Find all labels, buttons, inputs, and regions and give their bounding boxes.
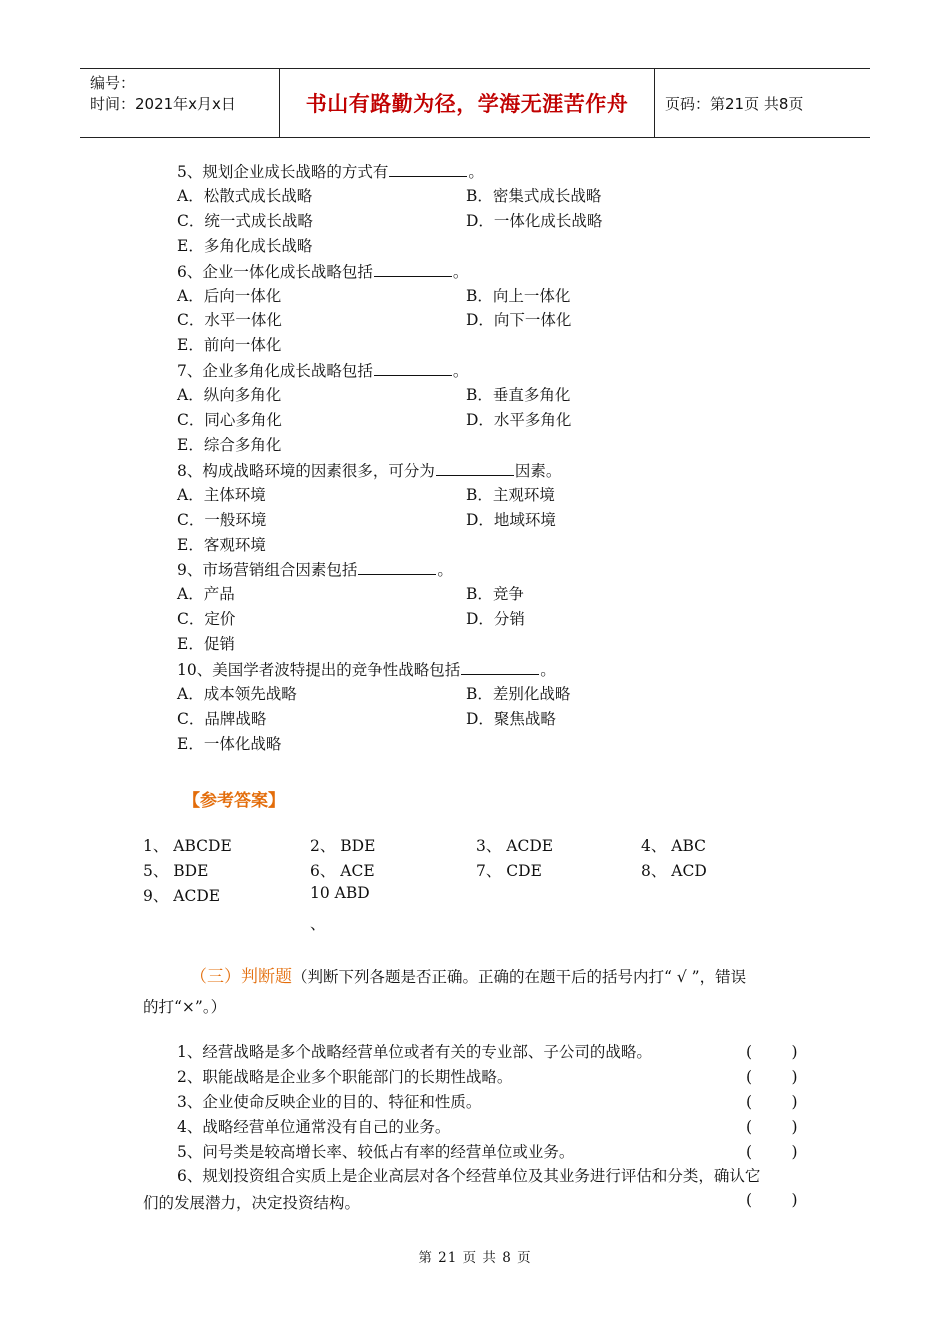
option-item[interactable]: B．垂直多角化 (466, 386, 571, 405)
option-row (0, 533, 950, 558)
option-item[interactable]: D．一体化成长战略 (466, 211, 603, 230)
judgment-title: （三）判断题 (190, 967, 292, 987)
option-item[interactable]: C．水平一体化 (177, 311, 282, 330)
answer-blank[interactable] (436, 458, 514, 476)
question-text-before-blank: 7、企业多角化成长战略包括 (177, 362, 373, 381)
answer-item: 3、 ACDE (476, 837, 554, 855)
time-label: 时间：2021年x月x日 (90, 95, 236, 113)
question-text-after-blank: 因素。 (514, 461, 562, 480)
answer-item: 10 ABD (310, 884, 370, 902)
option-row (0, 682, 950, 707)
question-text (177, 458, 561, 484)
option-row (0, 234, 950, 259)
option-row (0, 308, 950, 333)
option-row (0, 433, 950, 458)
answer-blank[interactable] (461, 657, 539, 675)
answer-item: 8、 ACD (641, 862, 707, 880)
answer-item: 6、 ACE (310, 862, 375, 880)
question-text-after-blank: 。 (468, 163, 484, 181)
option-row (0, 333, 950, 358)
option-item[interactable]: A．松散式成长战略 (177, 186, 313, 205)
judgment-item (0, 1090, 950, 1115)
option-row (0, 707, 950, 732)
question-text-before-blank: 10、美国学者波特提出的竞争性战略包括 (177, 661, 461, 679)
header-meta (80, 69, 280, 137)
answer-blank[interactable] (358, 557, 436, 575)
option-row (0, 184, 950, 209)
answer-parentheses[interactable]: ( ) (746, 1093, 798, 1111)
question-text-before-blank: 9、市场营销组合因素包括 (177, 561, 358, 580)
judgment-instruction-2: 的打“×”。） (143, 998, 227, 1016)
question-text (177, 259, 468, 285)
judgment-text: 2、职能战略是企业多个职能部门的长期性战略。 (177, 1068, 513, 1086)
question-text-before-blank: 5、规划企业成长战略的方式有 (177, 163, 389, 181)
option-row (0, 632, 950, 657)
question-text (177, 159, 484, 185)
judgment-text: 1、经营战略是多个战略经营单位或者有关的专业部、子公司的战略。 (177, 1043, 652, 1061)
option-row (0, 582, 950, 607)
question-text-before-blank: 6、企业一体化成长战略包括 (177, 262, 373, 281)
answer-item: 9、 ACDE (143, 887, 221, 905)
judgment-text: 4、战略经营单位通常没有自己的业务。 (177, 1118, 451, 1136)
option-row (0, 284, 950, 309)
judgment-item-6-line-1: 6、规划投资组合实质上是企业高层对各个经营单位及其业务进行评估和分类，确认它 (177, 1167, 761, 1185)
option-item[interactable]: A．纵向多角化 (177, 386, 282, 405)
option-item[interactable]: C．统一式成长战略 (177, 211, 313, 230)
answer-item: 2、 BDE (310, 837, 376, 855)
option-item[interactable]: C．定价 (177, 610, 236, 629)
option-item[interactable]: C．同心多角化 (177, 411, 282, 429)
answer-item: 1、 ABCDE (143, 837, 232, 855)
option-item[interactable]: B．主观环境 (466, 485, 555, 504)
option-item[interactable]: C．一般环境 (177, 510, 267, 529)
option-row (0, 732, 950, 757)
option-item[interactable]: D．分销 (466, 610, 525, 629)
question-stem (0, 458, 950, 483)
option-row (0, 383, 950, 408)
question-stem (0, 557, 950, 582)
question-text-before-blank: 8、构成战略环境的因素很多，可分为 (177, 461, 435, 480)
question-stem (0, 657, 950, 682)
question-stem (0, 358, 950, 383)
answer-trailing-mark: 、 (310, 915, 326, 933)
option-row (0, 483, 950, 508)
question-text (177, 557, 453, 583)
answer-parentheses[interactable]: ( ) (746, 1143, 798, 1161)
option-item[interactable]: E．综合多角化 (177, 435, 282, 454)
option-item[interactable]: C．品牌战略 (177, 709, 267, 728)
answer-parentheses[interactable]: ( ) (746, 1118, 798, 1136)
question-text-after-blank: 。 (540, 661, 556, 679)
answer-title: 【参考答案】 (183, 791, 285, 811)
judgment-item-6-line-2: 们的发展潜力，决定投资结构。 (143, 1194, 361, 1212)
option-item[interactable]: E．促销 (177, 635, 235, 654)
answer-blank[interactable] (374, 358, 452, 376)
option-item[interactable]: B．差别化战略 (466, 684, 571, 703)
question-stem (0, 159, 950, 184)
option-item[interactable]: A．后向一体化 (177, 286, 282, 305)
answer-blank[interactable] (374, 259, 452, 277)
answer-blank[interactable] (389, 159, 467, 177)
number-label: 编号： (90, 74, 136, 92)
page-footer: 第 21 页 共 8 页 (418, 1250, 532, 1266)
header-page-label: 页码：第21页 共8页 (665, 94, 804, 113)
question-text-after-blank: 。 (452, 262, 469, 281)
option-row (0, 209, 950, 234)
judgment-item (0, 1140, 950, 1165)
option-item[interactable]: B．密集式成长战略 (466, 186, 602, 205)
option-item[interactable]: D．聚焦战略 (466, 709, 556, 728)
question-text (177, 358, 468, 384)
judgment-text: 5、问号类是较高增长率、较低占有率的经营单位或业务。 (177, 1143, 575, 1161)
option-row (0, 408, 950, 433)
answer-item: 5、 BDE (143, 862, 209, 880)
judgment-text: 3、企业使命反映企业的目的、特征和性质。 (177, 1093, 482, 1111)
question-stem (0, 259, 950, 284)
answer-item: 7、 CDE (476, 862, 542, 880)
option-item[interactable]: B．竞争 (466, 585, 524, 604)
question-text (177, 657, 556, 683)
option-item[interactable]: B．向上一体化 (466, 286, 571, 305)
option-item[interactable]: D．向下一体化 (466, 311, 572, 330)
option-item[interactable]: E．一体化战略 (177, 734, 282, 753)
option-item[interactable]: A．主体环境 (177, 485, 266, 504)
answer-parentheses[interactable]: ( ) (746, 1191, 798, 1209)
option-row (0, 508, 950, 533)
option-row (0, 607, 950, 632)
option-item[interactable]: A．成本领先战略 (177, 684, 297, 703)
judgment-item (0, 1065, 950, 1090)
option-item[interactable]: E．多角化成长战略 (177, 236, 313, 255)
judgment-item (0, 1115, 950, 1140)
judgment-item (0, 1040, 950, 1065)
judgment-instruction-1: （判断下列各题是否正确。正确的在题干后的括号内打“ √ ”，错误 (292, 968, 747, 986)
answer-parentheses[interactable]: ( ) (746, 1068, 798, 1086)
question-text-after-blank: 。 (437, 561, 453, 580)
option-item[interactable]: D．地域环境 (466, 510, 556, 529)
judgment-heading (190, 962, 746, 987)
document-header (80, 68, 870, 138)
answer-item: 4、 ABC (641, 837, 707, 855)
question-text-after-blank: 。 (452, 362, 469, 381)
option-item[interactable]: D．水平多角化 (466, 411, 572, 429)
option-item[interactable]: E．客观环境 (177, 535, 266, 554)
header-motto: 书山有路勤为径，学海无涯苦作舟 (280, 69, 655, 137)
option-item[interactable]: E．前向一体化 (177, 336, 282, 355)
answer-parentheses[interactable]: ( ) (746, 1043, 798, 1061)
option-item[interactable]: A．产品 (177, 585, 235, 604)
